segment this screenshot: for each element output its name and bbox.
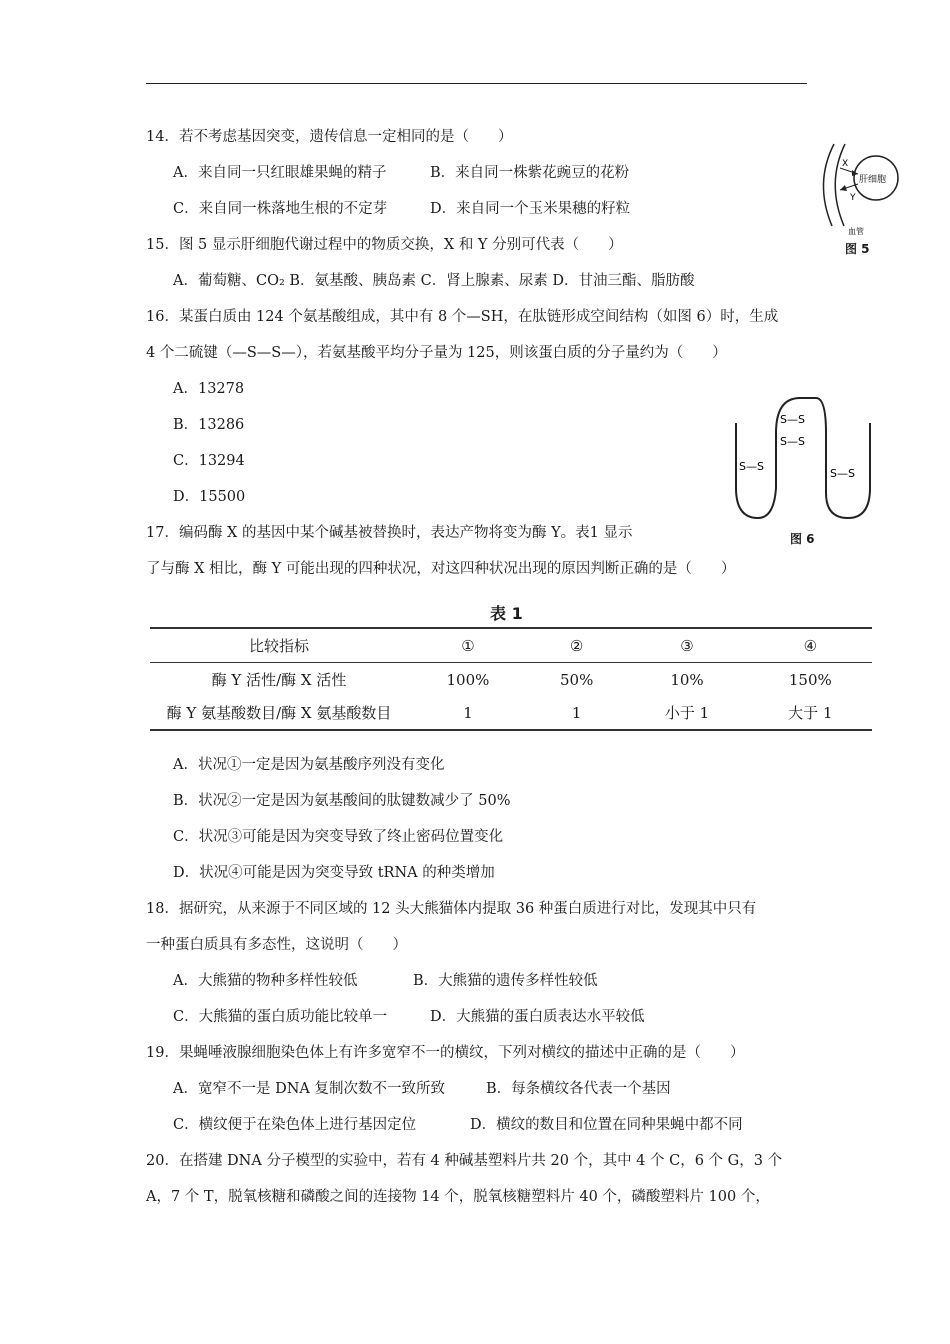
fig6-bond-1: S—S	[780, 413, 805, 426]
q19-option-d: D．横纹的数目和位置在同种果蝇中都不同	[470, 1117, 743, 1133]
q14-option-a: A．来自同一只红眼雄果蝇的精子	[173, 165, 387, 181]
q17-option-b: B．状况②一定是因为氨基酸间的肽键数减少了 50%	[173, 793, 511, 809]
q19-option-b: B．每条横纹各代表一个基因	[486, 1081, 671, 1097]
q14-option-c: C．来自同一株落地生根的不定芽	[173, 201, 388, 217]
table-row	[150, 663, 872, 697]
q19-option-a: A．宽窄不一是 DNA 复制次数不一致所致	[173, 1081, 445, 1097]
q18-option-c: C．大熊猫的蛋白质功能比较单一	[173, 1009, 388, 1025]
figure-6-caption: 图 6	[790, 532, 815, 546]
q19-stem: 19．果蝇唾液腺细胞染色体上有许多宽窄不一的横纹，下列对横纹的描述中正确的是（ ）	[146, 1045, 745, 1061]
q17-stem-1: 17．编码酶 X 的基因中某个碱基被替换时，表达产物将变为酶 Y。表1 显示	[146, 525, 633, 541]
q16-option-a: A．13278	[173, 381, 245, 397]
table-header-cell: ④	[749, 628, 872, 663]
table-header-cell: ③	[625, 628, 748, 663]
figure-5-caption: 图 5	[845, 242, 870, 256]
table-cell: 酶 Y 活性/酶 X 活性	[211, 671, 347, 689]
fig6-bond-2: S—S	[780, 435, 805, 448]
table-cell: 1	[408, 696, 528, 730]
q16-option-d: D．15500	[173, 489, 246, 505]
table-row	[150, 696, 872, 730]
fig5-vessel-label: 血管	[848, 227, 864, 236]
table-cell: 1	[528, 696, 625, 730]
table-cell: 10%	[670, 670, 704, 689]
q18-stem-2: 一种蛋白质具有多态性，这说明（ ）	[146, 937, 407, 953]
q18-option-b: B．大熊猫的遗传多样性较低	[413, 973, 598, 989]
table-cell: 大于 1	[749, 696, 872, 730]
table-header-row	[150, 628, 872, 663]
table-cell: 50%	[559, 670, 594, 689]
fig6-bond-4: S—S	[830, 467, 855, 480]
q18-option-a: A．大熊猫的物种多样性较低	[173, 973, 358, 989]
q16-option-b: B．13286	[173, 417, 245, 433]
q16-stem-1: 16．某蛋白质由 124 个氨基酸组成，其中有 8 个—SH，在肽链形成空间结构（如图 6）时，生成	[146, 309, 779, 325]
q18-stem-1: 18．据研究，从来源于不同区域的 12 头大熊猫体内提取 36 种蛋白质进行对比，发现其中只有	[146, 901, 757, 917]
q20-stem-1: 20．在搭建 DNA 分子模型的实验中，若有 4 种碱基塑料片共 20 个，其中 4 个 C，6 个 G，3 个	[146, 1153, 783, 1169]
table-cell: 100%	[446, 670, 490, 689]
fig6-bond-3: S—S	[739, 460, 764, 473]
fig5-x-label: X	[842, 159, 849, 169]
q19-option-c: C．横纹便于在染色体上进行基因定位	[173, 1117, 417, 1133]
q15-options: A．葡萄糖、CO₂ B．氨基酸、胰岛素 C．肾上腺素、尿素 D．甘油三酯、脂肪酸	[173, 273, 695, 289]
q14-option-b: B．来自同一株紫花豌豆的花粉	[430, 165, 630, 181]
table-cell: 150%	[788, 670, 832, 689]
q17-option-c: C．状况③可能是因为突变导致了终止密码位置变化	[173, 829, 504, 845]
q16-stem-2: 4 个二硫键（—S—S—），若氨基酸平均分子量为 125，则该蛋白质的分子量约为（ ）	[146, 345, 727, 361]
q18-option-d: D．大熊猫的蛋白质表达水平较低	[430, 1009, 645, 1025]
table-1-title: 表 1	[490, 604, 523, 623]
figure-5-liver-cell	[812, 138, 902, 238]
fig5-cell-label: 肝细胞	[859, 175, 887, 185]
fig5-y-label: Y	[850, 193, 856, 203]
q17-option-a: A．状况①一定是因为氨基酸序列没有变化	[173, 757, 445, 773]
q14-stem: 14．若不考虑基因突变，遗传信息一定相同的是（ ）	[146, 129, 513, 145]
table-cell: 酶 Y 氨基酸数目/酶 X 氨基酸数目	[150, 696, 408, 730]
q16-option-c: C．13294	[173, 453, 245, 469]
table-header-cell: ②	[528, 628, 625, 663]
q20-stem-2: A，7 个 T，脱氧核糖和磷酸之间的连接物 14 个，脱氧核糖塑料片 40 个，磷酸塑料片 100 个，	[146, 1189, 770, 1205]
q15-stem: 15．图 5 显示肝细胞代谢过程中的物质交换，X 和 Y 分别可代表（ ）	[146, 237, 623, 253]
header-rule	[146, 83, 807, 84]
q17-stem-2: 了与酶 X 相比，酶 Y 可能出现的四种状况，对这四种状况出现的原因判断正确的是（ ）	[146, 561, 736, 577]
table-header-cell: ①	[408, 628, 528, 663]
q14-option-d: D．来自同一个玉米果穗的籽粒	[430, 201, 631, 217]
q17-option-d: D．状况④可能是因为突变导致 tRNA 的种类增加	[173, 865, 495, 881]
table-cell: 小于 1	[625, 696, 748, 730]
table-header-cell: 比较指标	[150, 628, 408, 663]
figure-6-peptide-chain	[730, 393, 890, 528]
table-1	[150, 627, 872, 731]
